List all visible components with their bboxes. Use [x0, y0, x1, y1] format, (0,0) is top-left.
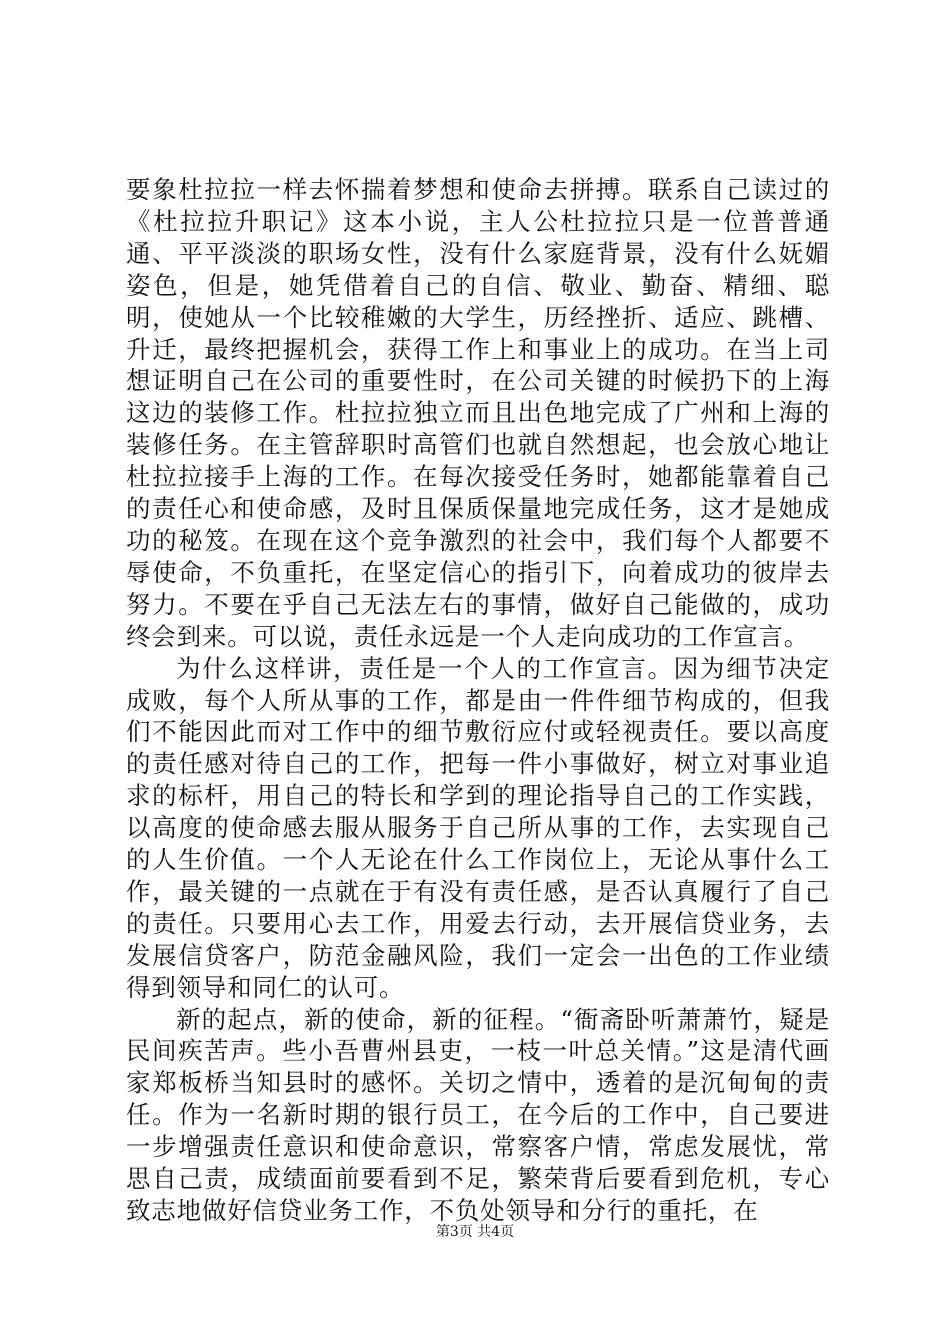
document-body [126, 174, 830, 1227]
page-footer [0, 1222, 950, 1242]
paragraph-2: 为什么这样讲，责任是一个人的工作宣言。因为细节决定成败，每个人所从事的工作，都是由一件件细节构成的，但我们不能因此而对工作中的细节敷衍应付或轻视责任。要以高度的责任感对待自己的工作，把每一件小事做好，树立对事业追求的标杆，用自己的特长和学到的理论指导自己的工作实践，以高度的使命感去服从服务于自己所从事的工作，去实现自己的人生价值。一个人无论在什么工作岗位上，无论从事什么工作，最关键的一点就在于有没有责任感，是否认真履行了自己的责任。只要用心去工作，用爱去行动，去开展信贷业务，去发展信贷客户，防范金融风险，我们一定会一出色的工作业绩得到领导和同仁的认可。 [126, 653, 830, 1002]
paragraph-3: 新的起点，新的使命，新的征程。“衙斋卧听萧萧竹，疑是民间疾苦声。些小吾曹州县吏，一枝一叶总关情。”这是清代画家郑板桥当知县时的感怀。关切之情中，透着的是沉甸甸的责任。作为一名新时期的银行员工，在今后的工作中，自己要进一步增强责任意识和使命意识，常察客户情，常虑发展忧，常思自己责，成绩面前要看到不足，繁荣背后要看到危机，专心致志地做好信贷业务工作，不负处领导和分行的重托，在 [126, 1004, 830, 1225]
page-number-label: 第3页 共4页 [435, 1224, 515, 1240]
paragraph-1: 要象杜拉拉一样去怀揣着梦想和使命去拼搏。联系自己读过的《杜拉拉升职记》这本小说，主人公杜拉拉只是一位普普通通、平平淡淡的职场女性，没有什么家庭背景，没有什么妩媚姿色，但是，她凭借着自己的自信、敬业、勤奋、精细、聪明，使她从一个比较稚嫩的大学生，历经挫折、适应、跳槽、升迁，最终把握机会，获得工作上和事业上的成功。在当上司想证明自己在公司的重要性时，在公司关键的时候扔下的上海这边的装修工作。杜拉拉独立而且出色地完成了广州和上海的装修任务。在主管辞职时高管们也就自然想起，也会放心地让杜拉拉接手上海的工作。在每次接受任务时，她都能靠着自己的责任心和使命感，及时且保质保量地完成任务，这才是她成功的秘笈。在现在这个竞争激烈的社会中，我们每个人都要不辱使命，不负重托，在坚定信心的指引下，向着成功的彼岸去努力。不要在乎自己无法左右的事情，做好自己能做的，成功终会到来。可以说，责任永远是一个人走向成功的工作宣言。 [126, 175, 830, 651]
